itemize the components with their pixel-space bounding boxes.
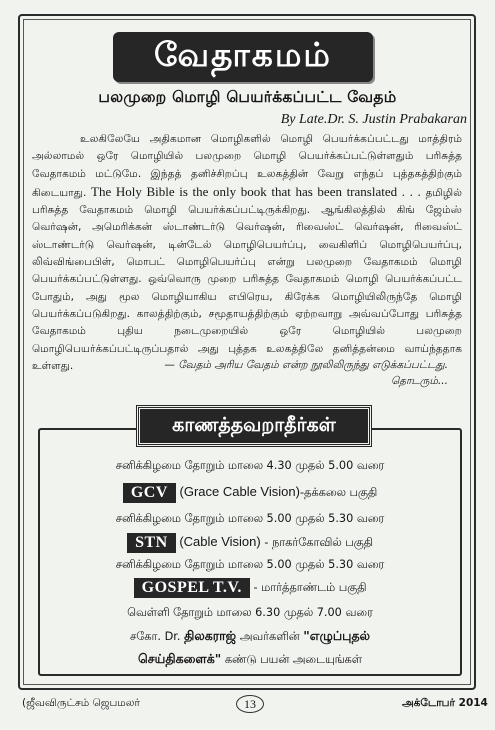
speaker-prefix: சகோ. Dr. bbox=[130, 630, 185, 643]
channel-area-gospel: - மார்த்தாண்டம் பகுதி bbox=[249, 581, 367, 594]
channel-code-gospel: GOSPEL T.V. bbox=[134, 578, 250, 598]
broadcast-time-1: சனிக்கிழமை தோறும் மாலை 4.30 முதல் 5.00 வரை bbox=[115, 459, 385, 472]
article-text-english: The Holy Bible is the only book that has been translated . . . bbox=[91, 183, 421, 199]
channel-name-gcv: (Grace Cable Vision) bbox=[179, 484, 300, 499]
footer-issue: அக்டோபர் 2014 bbox=[402, 697, 488, 709]
speaker-line bbox=[40, 628, 460, 645]
article-subtitle: பலமுறை மொழி பெயர்க்கப்பட்ட வேதம் bbox=[98, 88, 397, 106]
channel-code-gcv: GCV bbox=[123, 483, 176, 503]
channel-area-stn: - நாகர்கோவில் பகுதி bbox=[260, 536, 373, 549]
article-author: By Late.Dr. S. Justin Prabakaran bbox=[280, 112, 467, 127]
program-name-1: "எழுப்புதல் bbox=[303, 628, 370, 643]
article-text-part1: உலகிலேயே அதிகமான மொழிகளில் மொழி பெயர்க்கப்பட்டது மாத்திரம் அல்லாமல் ஒரே மொழியில் பலமுறை மொழி பெயர்க்கப்பட்டுள்ளதும் பரிசுத்த வேதாகமம் மட்டுமே. இந்தத் தனிச்சிறப்பு உலகத்தின் வேறு எந்தப் புத்தகத்திற்கும் கிடையாது. bbox=[32, 133, 462, 199]
program-line bbox=[40, 651, 460, 668]
page-title: வேதாகமம் bbox=[113, 32, 373, 82]
page-number: 13 bbox=[236, 695, 264, 713]
source-line: — வேதம் அரிய வேதம் என்ற நூலிலிருந்து எடுக்கப்பட்டது. bbox=[164, 359, 448, 371]
speaker-suffix: அவர்களின் bbox=[236, 630, 304, 643]
closing-text: கண்டு பயன் அடையுங்கள் bbox=[221, 653, 362, 666]
broadcast-time-3: சனிக்கிழமை தோறும் மாலை 5.00 முதல் 5.30 வரை bbox=[115, 558, 385, 571]
article-text-part2: தமிழில் பரிசுத்த வேதாகமம் மொழி பெயர்க்கப்பட்டிருக்கிறது. ஆங்கிலத்தில் கிங் ஜேம்ஸ் வெர்ஷன், அமெரிக்கன் ஸ்டாண்டர்டு வெர்ஷன், ரிவைஸ்ட் வெர்ஷன், ரிவைஸ்ட் ஸ்டாண்டர்டு வெர்ஷன், டின்டேல் மொழிபெயர்ப்பு, வைகிளிப் மொழிபெயர்ப்பு, லிவ்விங்பைபிள், மொபட் மொழிபெயர்ப்பு என்று பலமுறை வேதாகமம் மொழி பெயர்க்கப்பட்டுள்ளது. ஒவ்வொரு முறை பரிசுத்த வேதாகமம் மொழி பெயர்க்கப்பட்ட போதும், அது மூல மொழியாகிய எபிரெய, கிரேக்க மொழியிலிருந்தே மொழி பெயர்க்கப்படுகிறது. காலத்திற்கும், சமூதாயத்திற்கும் ஏற்றவாறு அவ்வப்போது பரிசுத்த வேதாகமம் புதிய நடைமுறையில் ஒரே மொழியில் பலமுறை மொழிபெயர்க்கப்பட்டிருப்பதால் அது புத்தக உலகத்திலே தனித்தன்மை வாய்ந்ததாக உள்ளது. bbox=[32, 186, 462, 372]
article-source bbox=[40, 357, 448, 389]
broadcast-time-2: சனிக்கிழமை தோறும் மாலை 5.00 முதல் 5.30 வரை bbox=[115, 512, 385, 525]
continued-label: தொடரும்... bbox=[390, 375, 448, 387]
channel-code-stn: STN bbox=[127, 533, 176, 553]
article-body bbox=[32, 131, 462, 375]
channel-area-gcv: -தக்கலை பகுதி bbox=[299, 486, 378, 499]
channel-row-stn bbox=[40, 533, 460, 553]
program-name-2: செய்திகளைக்" bbox=[138, 651, 222, 666]
broadcast-time-4: வெள்ளி தோறும் மாலை 6.30 முதல் 7.00 வரை bbox=[127, 606, 373, 619]
channel-row-gospel bbox=[40, 578, 460, 598]
channel-row-gcv bbox=[40, 483, 460, 503]
channel-name-stn: (Cable Vision) bbox=[179, 534, 261, 549]
footer-magazine: (ஜீவவிருட்சம் ஜெபமலர் bbox=[22, 697, 140, 709]
broadcast-title: காணத்தவறாதீர்கள் bbox=[137, 406, 371, 446]
speaker-name: திலகராஜ் bbox=[184, 628, 237, 643]
